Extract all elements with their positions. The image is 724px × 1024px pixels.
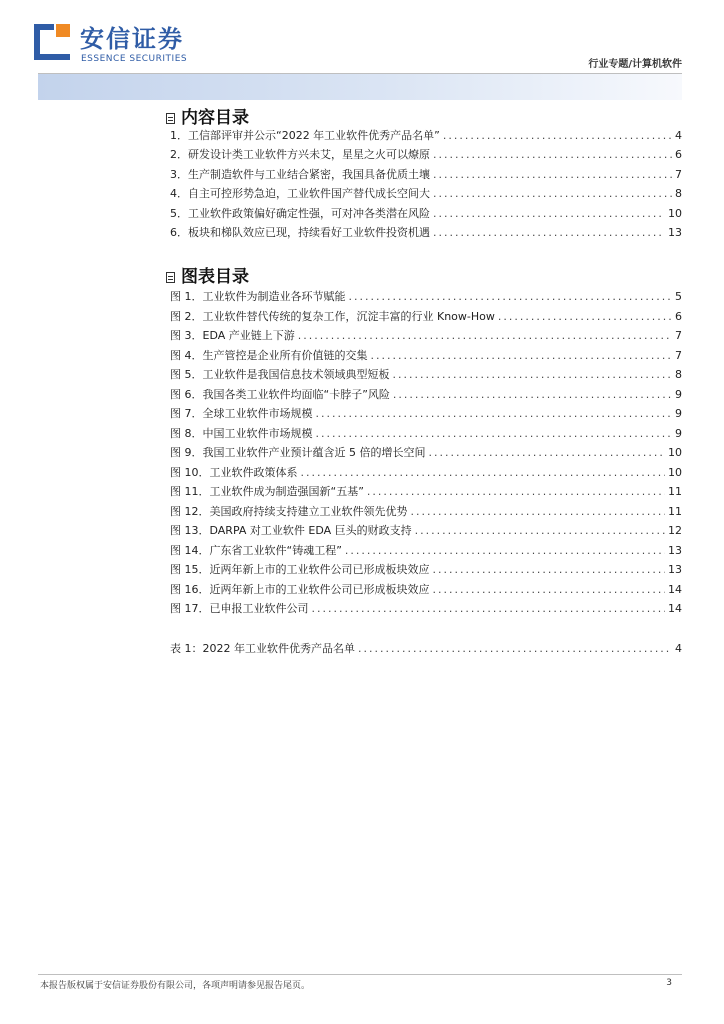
toc-leader-dots [345, 544, 665, 557]
toc-entry-page: 10 [668, 446, 682, 459]
toc-entry[interactable] [170, 485, 682, 505]
toc-entry[interactable] [170, 349, 682, 369]
report-category: 行业专题/计算机软件 [588, 59, 682, 70]
toc-entry-label: 图 14．广东省工业软件“铸魂工程” [170, 543, 342, 557]
toc-entry[interactable] [170, 388, 682, 408]
logo-mark-icon [34, 24, 70, 60]
toc-entry[interactable] [170, 642, 682, 662]
figures-list [170, 290, 682, 622]
toc-entry-label: 4．自主可控形势急迫，工业软件国产替代成长空间大 [170, 187, 430, 201]
toc-entry-page: 9 [675, 387, 682, 401]
toc-entry[interactable] [170, 544, 682, 564]
header-banner [38, 74, 682, 100]
company-name-en: ESSENCE SECURITIES [81, 54, 188, 64]
toc-entry[interactable] [170, 602, 682, 622]
toc-entry-label: 1．工信部评审并公示“2022 年工业软件优秀产品名单” [170, 129, 440, 142]
toc-entry[interactable] [170, 524, 682, 544]
toc-entry-label: 表 1：2022 年工业软件优秀产品名单 [170, 642, 355, 655]
toc-entry-page: 13 [668, 563, 682, 576]
toc-entry[interactable] [170, 168, 682, 187]
toc-leader-dots [312, 602, 666, 615]
toc-entry-label: 图 10．工业软件政策体系 [170, 465, 298, 479]
list-icon [166, 113, 175, 124]
toc-leader-dots [371, 349, 673, 362]
toc-entry-label: 图 12．美国政府持续支持建立工业软件领先优势 [170, 504, 408, 518]
toc-entry-page: 7 [675, 329, 682, 342]
toc-entry-page: 9 [675, 407, 682, 420]
toc-entry-label: 图 1．工业软件为制造业各环节赋能 [170, 290, 346, 303]
page-header [0, 0, 724, 100]
contents-list [170, 129, 682, 245]
toc-leader-dots [367, 485, 665, 498]
toc-entry-page: 8 [675, 187, 682, 201]
toc-entry-label: 图 6．我国各类工业软件均面临“卡脖子”风险 [170, 387, 390, 401]
toc-entry-page: 7 [675, 167, 682, 181]
toc-entry-page: 8 [675, 368, 682, 381]
toc-leader-dots [433, 168, 672, 181]
toc-entry-page: 11 [668, 485, 682, 498]
toc-entry-label: 图 3．EDA 产业链上下游 [170, 329, 295, 342]
toc-entry[interactable] [170, 583, 682, 603]
toc-entry-label: 图 16．近两年新上市的工业软件公司已形成板块效应 [170, 582, 430, 596]
toc-leader-dots [298, 329, 672, 342]
toc-entry-label: 6．板块和梯队效应已现，持续看好工业软件投资机遇 [170, 225, 430, 239]
toc-entry-page: 7 [675, 348, 682, 362]
toc-entry[interactable] [170, 407, 682, 427]
toc-entry[interactable] [170, 368, 682, 388]
toc-entry[interactable] [170, 310, 682, 330]
toc-entry-label: 图 8．中国工业软件市场规模 [170, 426, 313, 440]
toc-entry[interactable] [170, 129, 682, 148]
toc-leader-dots [415, 524, 665, 537]
toc-entry-label: 图 9．我国工业软件产业预计蕴含近 5 倍的增长空间 [170, 446, 426, 459]
toc-entry-label: 图 2．工业软件替代传统的复杂工作，沉淀丰富的行业 Know-How [170, 309, 495, 323]
contents-title: 内容目录 [181, 108, 249, 128]
toc-leader-dots [393, 388, 672, 401]
toc-leader-dots [316, 427, 673, 440]
toc-entry-label: 图 17．已申报工业软件公司 [170, 602, 309, 615]
toc-leader-dots [301, 466, 666, 479]
toc-leader-dots [349, 290, 673, 303]
toc-entry[interactable] [170, 446, 682, 466]
toc-entry[interactable] [170, 187, 682, 206]
toc-entry[interactable] [170, 207, 682, 226]
toc-entry-label: 图 11．工业软件成为制造强国新“五基” [170, 485, 364, 498]
toc-entry-label: 5．工业软件政策偏好确定性强，可对冲各类潜在风险 [170, 206, 430, 220]
toc-entry-page: 10 [668, 465, 682, 479]
toc-entry-page: 6 [675, 148, 682, 162]
toc-entry[interactable] [170, 427, 682, 447]
toc-leader-dots [433, 226, 665, 239]
toc-entry-page: 14 [668, 582, 682, 596]
toc-entry-page: 4 [675, 642, 682, 655]
toc-leader-dots [498, 310, 672, 323]
footer-disclaimer: 本报告版权属于安信证券股份有限公司，各项声明请参见报告尾页。 [40, 981, 311, 991]
toc-entry-page: 4 [675, 129, 682, 142]
figures-title: 图表目录 [181, 267, 249, 287]
toc-entry-label: 图 5．工业软件是我国信息技术领域典型短板 [170, 368, 390, 381]
toc-entry[interactable] [170, 290, 682, 310]
toc-entry-page: 14 [668, 602, 682, 615]
toc-leader-dots [433, 563, 666, 576]
toc-leader-dots [433, 187, 672, 200]
toc-leader-dots [433, 583, 666, 596]
toc-entry-label: 图 4．生产管控是企业所有价值链的交集 [170, 348, 368, 362]
toc-leader-dots [411, 505, 666, 518]
contents-heading [166, 103, 249, 128]
toc-leader-dots [433, 148, 672, 161]
toc-entry-label: 2．研发设计类工业软件方兴未艾，星星之火可以燎原 [170, 148, 430, 162]
company-name-cn: 安信证券 [80, 25, 184, 53]
tables-list [170, 642, 682, 662]
toc-entry[interactable] [170, 329, 682, 349]
toc-entry-page: 6 [675, 309, 682, 323]
list-icon [166, 272, 175, 283]
page-number: 3 [666, 978, 672, 988]
toc-entry-label: 图 15．近两年新上市的工业软件公司已形成板块效应 [170, 563, 430, 576]
toc-entry-label: 图 7．全球工业软件市场规模 [170, 407, 313, 420]
toc-leader-dots [443, 129, 672, 142]
toc-entry-page: 10 [668, 206, 682, 220]
footer-divider [38, 974, 682, 975]
company-logo [34, 24, 274, 64]
toc-entry[interactable] [170, 148, 682, 167]
toc-entry-page: 13 [668, 225, 682, 239]
toc-entry[interactable] [170, 505, 682, 525]
toc-leader-dots [433, 207, 665, 220]
toc-entry[interactable] [170, 563, 682, 583]
toc-entry-page: 9 [675, 426, 682, 440]
toc-entry-page: 11 [668, 504, 682, 518]
toc-entry-label: 3．生产制造软件与工业结合紧密，我国具备优质土壤 [170, 167, 430, 181]
toc-leader-dots [429, 446, 666, 459]
toc-entry-page: 13 [668, 543, 682, 557]
toc-leader-dots [358, 642, 672, 655]
toc-entry[interactable] [170, 226, 682, 245]
toc-entry-page: 12 [668, 524, 682, 537]
toc-entry-page: 5 [675, 290, 682, 303]
figures-heading [166, 262, 249, 287]
toc-leader-dots [393, 368, 673, 381]
toc-entry[interactable] [170, 466, 682, 486]
toc-entry-label: 图 13．DARPA 对工业软件 EDA 巨头的财政支持 [170, 524, 412, 537]
toc-leader-dots [316, 407, 673, 420]
